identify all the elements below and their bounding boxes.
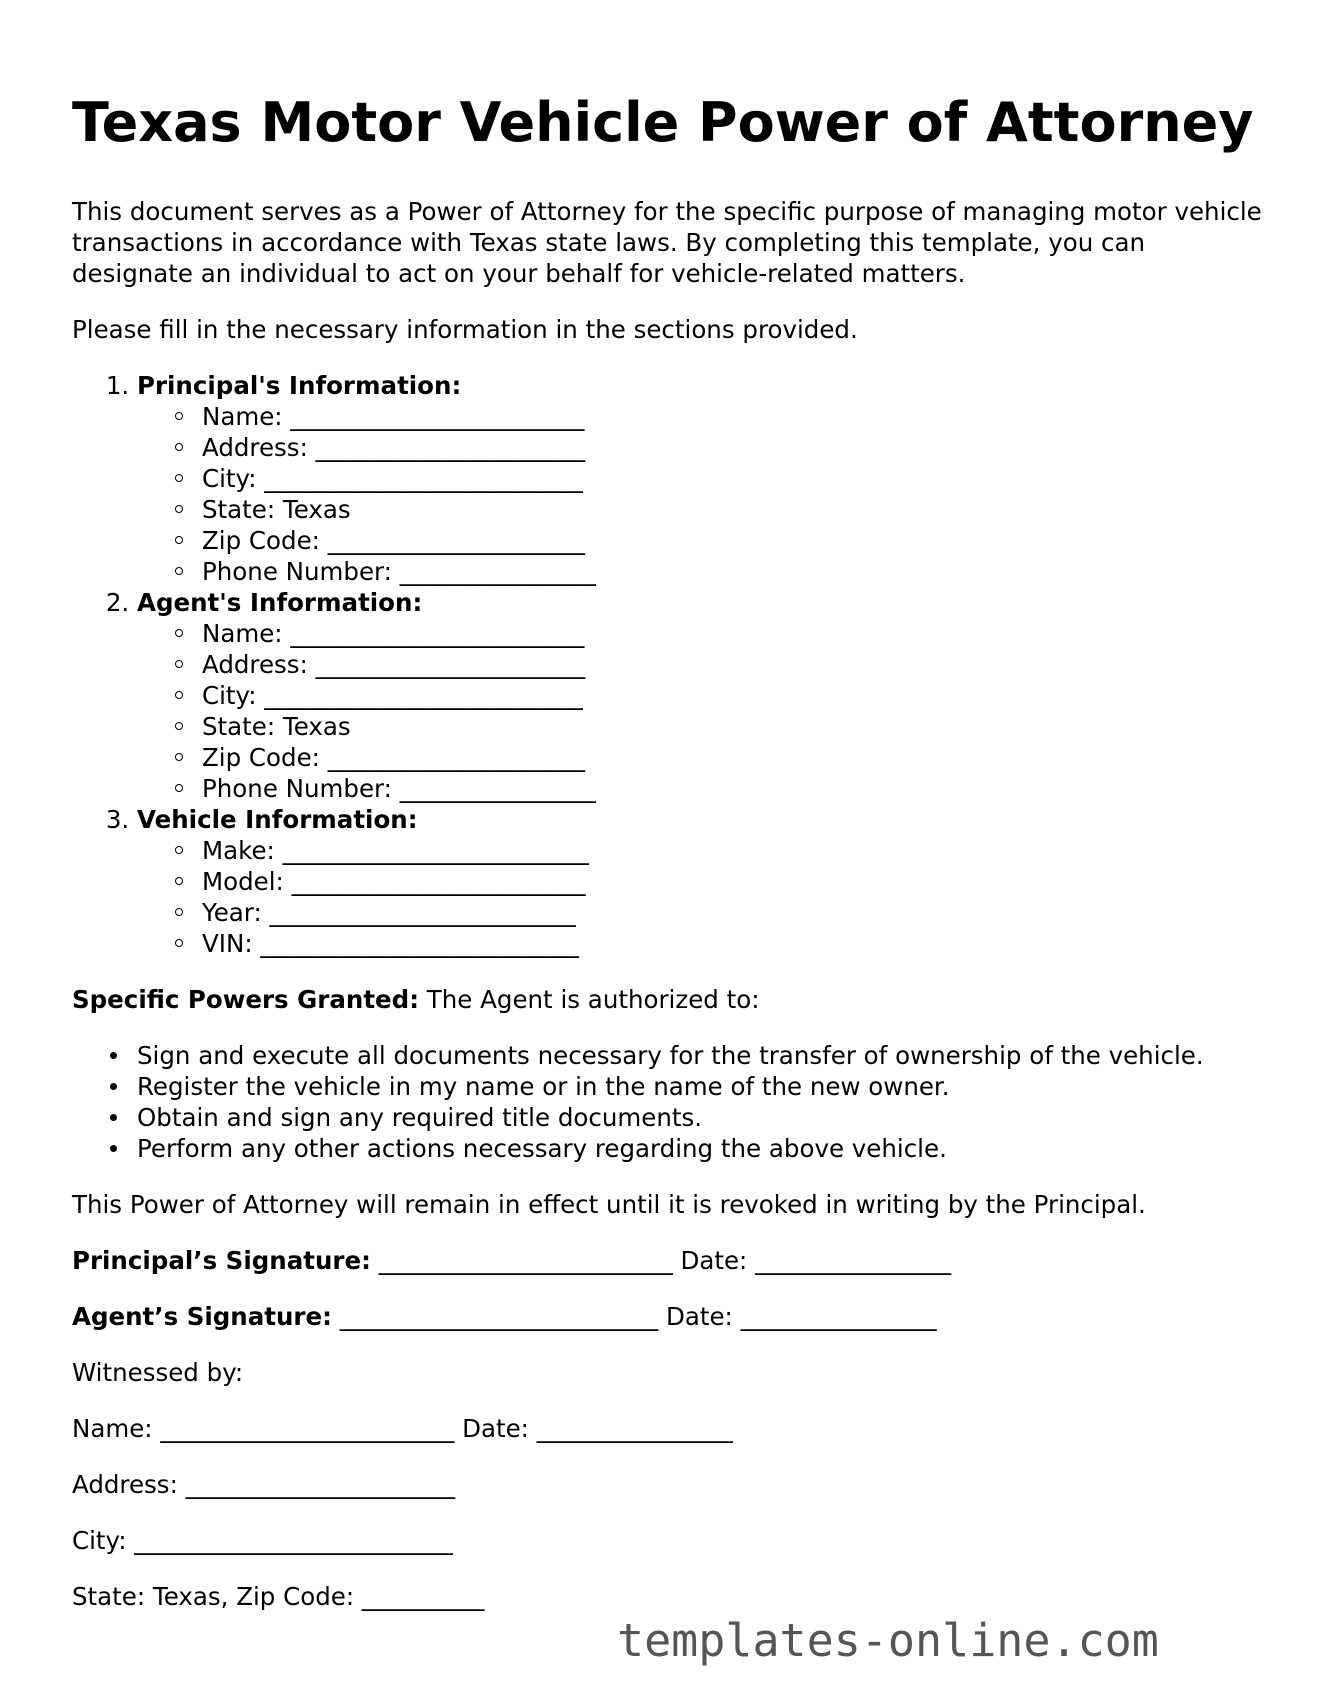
witness-heading: Witnessed by:: [72, 1358, 244, 1387]
principal-signature-blank: ________________________ Date: ________________: [370, 1246, 952, 1275]
disc-bullet-icon: [110, 1114, 117, 1121]
circle-bullet-icon: [175, 939, 183, 947]
field-text: Address: ______________________: [202, 433, 586, 462]
circle-bullet-icon: [175, 691, 183, 699]
section-title: Principal's Information:: [137, 371, 462, 400]
power-text: Perform any other actions necessary regarding the above vehicle.: [137, 1134, 947, 1163]
field-text: State: Texas: [202, 712, 351, 741]
circle-bullet-icon: [175, 722, 183, 730]
circle-bullet-icon: [175, 908, 183, 916]
field-item: [202, 463, 1272, 494]
agent-signature-line: [72, 1301, 1272, 1332]
power-text: Obtain and sign any required title documents.: [137, 1103, 703, 1132]
power-text: Sign and execute all documents necessary for the transfer of ownership of the vehicle.: [137, 1041, 1204, 1070]
field-list: [137, 835, 1272, 959]
principal-signature-line: [72, 1245, 1272, 1276]
field-text: Zip Code: _____________________: [202, 743, 585, 772]
principal-signature-label: Principal’s Signature:: [72, 1246, 371, 1275]
field-text: VIN: __________________________: [202, 929, 579, 958]
circle-bullet-icon: [175, 660, 183, 668]
witness-city-line: City: __________________________: [72, 1526, 453, 1555]
field-item: [202, 556, 1272, 587]
section-vehicle: [137, 804, 1272, 959]
power-item: [137, 1071, 1272, 1102]
field-item: [202, 525, 1272, 556]
powers-list: [72, 1040, 1272, 1164]
field-text: Make: _________________________: [202, 836, 589, 865]
field-item: [202, 711, 1272, 742]
section-title: Agent's Information:: [137, 588, 423, 617]
circle-bullet-icon: [175, 567, 183, 575]
circle-bullet-icon: [175, 505, 183, 513]
field-text: Name: ________________________: [202, 402, 585, 431]
circle-bullet-icon: [175, 877, 183, 885]
field-item: [202, 773, 1272, 804]
circle-bullet-icon: [175, 753, 183, 761]
witness-address-line: Address: ______________________: [72, 1470, 456, 1499]
field-text: City: __________________________: [202, 464, 583, 493]
powers-lead: The Agent is authorized to:: [419, 985, 760, 1014]
field-item: [202, 866, 1272, 897]
power-text: Register the vehicle in my name or in the name of the new owner.: [137, 1072, 950, 1101]
section-title: Vehicle Information:: [137, 805, 418, 834]
circle-bullet-icon: [175, 846, 183, 854]
field-list: [137, 618, 1272, 804]
powers-label: Specific Powers Granted:: [72, 985, 419, 1014]
agent-signature-blank: __________________________ Date: ________________: [331, 1302, 937, 1331]
field-text: State: Texas: [202, 495, 351, 524]
instruction-paragraph: Please fill in the necessary information in the sections provided.: [72, 315, 858, 344]
document-page: [72, 88, 1272, 1637]
field-item: [202, 618, 1272, 649]
field-item: [202, 432, 1272, 463]
circle-bullet-icon: [175, 629, 183, 637]
circle-bullet-icon: [175, 412, 183, 420]
field-text: Phone Number: ________________: [202, 774, 596, 803]
information-sections: [72, 370, 1272, 959]
field-item: [202, 928, 1272, 959]
circle-bullet-icon: [175, 784, 183, 792]
disc-bullet-icon: [110, 1145, 117, 1152]
field-text: Address: ______________________: [202, 650, 586, 679]
circle-bullet-icon: [175, 474, 183, 482]
witness-state-line: State: Texas, Zip Code: __________: [72, 1582, 485, 1611]
effect-paragraph: This Power of Attorney will remain in effect until it is revoked in writing by the Principal.: [72, 1190, 1146, 1219]
power-item: [137, 1040, 1272, 1071]
circle-bullet-icon: [175, 536, 183, 544]
field-list: [137, 401, 1272, 587]
field-text: Phone Number: ________________: [202, 557, 596, 586]
field-item: [202, 742, 1272, 773]
watermark: templates-online.com: [617, 1614, 1159, 1667]
power-item: [137, 1133, 1272, 1164]
field-item: [202, 494, 1272, 525]
circle-bullet-icon: [175, 443, 183, 451]
agent-signature-label: Agent’s Signature:: [72, 1302, 332, 1331]
field-text: Zip Code: _____________________: [202, 526, 585, 555]
field-text: City: __________________________: [202, 681, 583, 710]
power-item: [137, 1102, 1272, 1133]
field-item: [202, 897, 1272, 928]
document-title: Texas Motor Vehicle Power of Attorney: [72, 91, 1254, 154]
disc-bullet-icon: [110, 1052, 117, 1059]
intro-paragraph: This document serves as a Power of Attorney for the specific purpose of managing motor vehicle transactions in accordance with Texas state laws. By completing this template, you can designate an individual to act on your behalf for vehicle-related matters.: [72, 197, 1262, 288]
field-item: [202, 649, 1272, 680]
section-principal: [137, 370, 1272, 587]
field-text: Model: ________________________: [202, 867, 586, 896]
field-text: Name: ________________________: [202, 619, 585, 648]
field-item: [202, 401, 1272, 432]
disc-bullet-icon: [110, 1083, 117, 1090]
field-item: [202, 835, 1272, 866]
witness-name-line: Name: ________________________ Date: ________________: [72, 1414, 733, 1443]
field-text: Year: _________________________: [202, 898, 576, 927]
field-item: [202, 680, 1272, 711]
section-agent: [137, 587, 1272, 804]
powers-heading: [72, 984, 1272, 1015]
